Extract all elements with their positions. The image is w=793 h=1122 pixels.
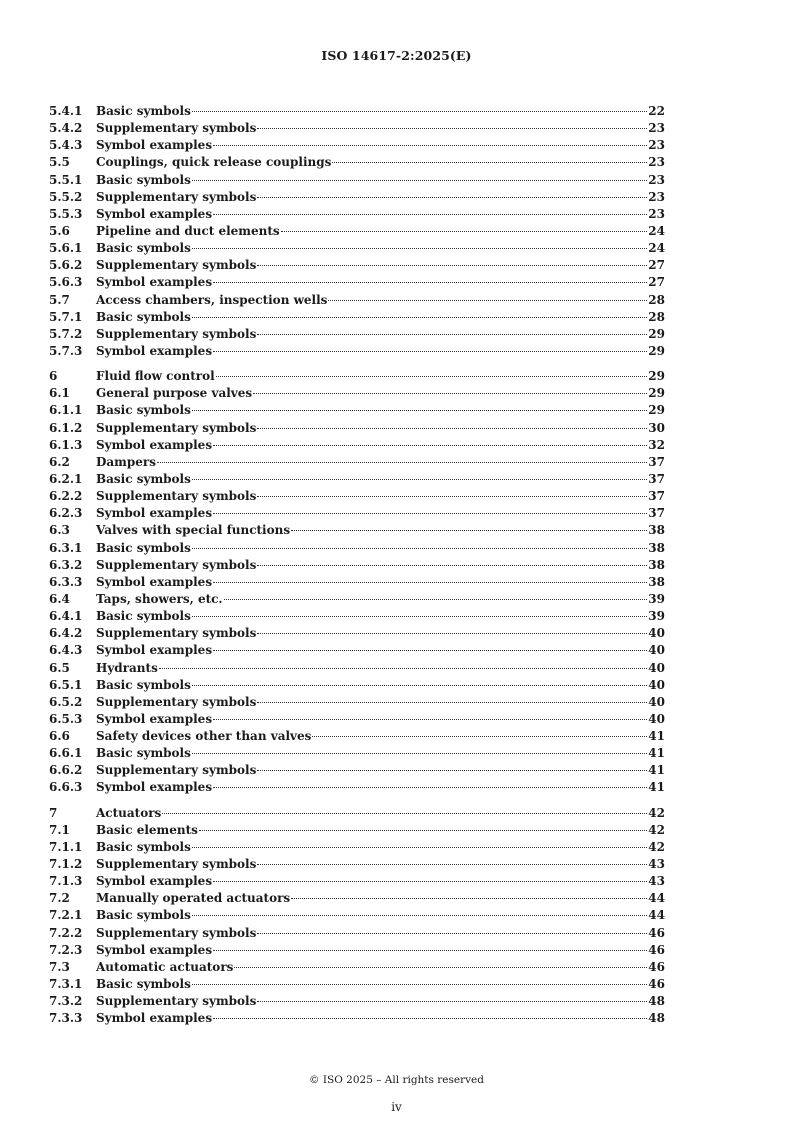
toc-entry-page: 29: [648, 369, 665, 384]
toc-entry-title: Automatic actuators: [96, 959, 234, 974]
toc-entry-page: 40: [648, 643, 665, 658]
toc-dot-leader: [213, 513, 647, 514]
toc-entry-number: 7.3.1: [49, 977, 83, 992]
toc-entry-title: Supplementary symbols: [96, 925, 257, 940]
toc-entry-page: 42: [648, 805, 665, 820]
toc-entry-number: 6.3.3: [49, 574, 83, 589]
toc-entry-title: Symbol examples: [96, 643, 213, 658]
toc-entry[interactable]: [49, 224, 665, 241]
toc-dot-leader: [213, 351, 647, 352]
toc-entry[interactable]: [49, 943, 665, 960]
toc-entry-number: 5.7.3: [49, 343, 83, 358]
toc-entry-number: 6.5: [49, 660, 70, 675]
toc-entry[interactable]: [49, 908, 665, 925]
toc-entry-page: 38: [648, 523, 665, 538]
toc-entry-title: Symbol examples: [96, 437, 213, 452]
toc-entry[interactable]: [49, 729, 665, 746]
toc-entry-number: 7.1: [49, 822, 70, 837]
toc-dot-leader: [192, 548, 647, 549]
toc-entry-page: 43: [648, 874, 665, 889]
toc-entry[interactable]: [49, 806, 665, 823]
toc-entry[interactable]: [49, 293, 665, 310]
toc-entry[interactable]: [49, 455, 665, 472]
toc-entry-title: Symbol examples: [96, 506, 213, 521]
toc-entry[interactable]: [49, 403, 665, 420]
toc-entry-title: Supplementary symbols: [96, 763, 257, 778]
page-header: ISO 14617-2:2025(E): [321, 48, 472, 63]
toc-entry-title: Safety devices other than valves: [96, 729, 312, 744]
toc-entry-page: 22: [648, 104, 665, 118]
toc-entry-page: 43: [648, 857, 665, 872]
toc-entry-title: Supplementary symbols: [96, 326, 257, 341]
toc-entry-page: 29: [648, 343, 665, 358]
toc-entry-number: 6.4.3: [49, 643, 83, 658]
toc-dot-leader: [213, 787, 647, 788]
toc-dot-leader: [257, 197, 647, 198]
toc-entry-title: Taps, showers, etc.: [96, 591, 223, 606]
toc-entry-title: Basic symbols: [96, 309, 191, 324]
toc-entry[interactable]: [49, 994, 665, 1011]
toc-dot-leader: [257, 864, 647, 865]
toc-dot-leader: [257, 565, 647, 566]
toc-entry[interactable]: [49, 857, 665, 874]
toc-entry[interactable]: [49, 472, 665, 489]
toc-entry-number: 7.2.3: [49, 942, 83, 957]
toc-entry-number: 6.2.2: [49, 489, 83, 504]
toc-entry-page: 39: [648, 609, 665, 624]
toc-entry[interactable]: [49, 207, 665, 224]
toc-dot-leader: [332, 162, 647, 163]
toc-entry-title: Basic symbols: [96, 977, 191, 992]
toc-entry[interactable]: [49, 840, 665, 857]
toc-entry-page: 42: [648, 839, 665, 854]
page-number: iv: [391, 1100, 402, 1114]
toc-entry-page: 23: [648, 172, 665, 187]
toc-entry-number: 7.3.2: [49, 994, 83, 1009]
toc-entry-page: 30: [648, 420, 665, 435]
toc-entry-page: 27: [648, 275, 665, 290]
toc-entry[interactable]: [49, 241, 665, 258]
toc-entry[interactable]: [49, 173, 665, 190]
toc-entry-title: Basic symbols: [96, 677, 191, 692]
toc-entry[interactable]: [49, 823, 665, 840]
toc-entry-page: 42: [648, 822, 665, 837]
toc-entry-page: 40: [648, 626, 665, 641]
toc-entry[interactable]: [49, 643, 665, 660]
toc-dot-leader: [291, 530, 647, 531]
toc-entry-number: 6.5.1: [49, 677, 83, 692]
toc-dot-leader: [328, 300, 647, 301]
toc-entry-title: Supplementary symbols: [96, 258, 257, 273]
toc-dot-leader: [192, 847, 647, 848]
toc-entry-number: 6.2: [49, 454, 70, 469]
toc-dot-leader: [213, 650, 647, 651]
toc-entry-number: 6.3: [49, 523, 70, 538]
toc-entry-page: 40: [648, 660, 665, 675]
toc-entry[interactable]: [49, 661, 665, 678]
toc-entry-number: 6.5.3: [49, 711, 83, 726]
toc-entry-title: Fluid flow control: [96, 369, 215, 384]
toc-entry[interactable]: [49, 438, 665, 455]
toc-entry-number: 7.1.3: [49, 874, 83, 889]
toc-dot-leader: [253, 393, 647, 394]
toc-entry-page: 41: [648, 746, 665, 761]
toc-dot-leader: [192, 984, 647, 985]
toc-entry-page: 27: [648, 258, 665, 273]
toc-dot-leader: [199, 830, 647, 831]
toc-entry-number: 6.1.3: [49, 437, 83, 452]
toc-entry-title: Basic symbols: [96, 241, 191, 256]
toc-entry-page: 48: [648, 1011, 665, 1026]
toc-entry-title: Supplementary symbols: [96, 626, 257, 641]
toc-entry[interactable]: [49, 558, 665, 575]
toc-entry-page: 46: [648, 942, 665, 957]
toc-entry-title: Basic symbols: [96, 908, 191, 923]
toc-entry-number: 5.5: [49, 155, 70, 170]
toc-dot-leader: [159, 668, 647, 669]
toc-entry-page: 41: [648, 780, 665, 795]
toc-entry-page: 23: [648, 121, 665, 136]
toc-entry-page: 32: [648, 437, 665, 452]
toc-dot-leader: [257, 496, 647, 497]
toc-entry-title: Supplementary symbols: [96, 694, 257, 709]
toc-entry[interactable]: [49, 926, 665, 943]
toc-dot-leader: [257, 334, 647, 335]
toc-entry-page: 46: [648, 959, 665, 974]
toc-entry-number: 6.2.3: [49, 506, 83, 521]
toc-dot-leader: [192, 616, 647, 617]
toc-dot-leader: [224, 599, 648, 600]
toc-entry-page: 44: [648, 908, 665, 923]
toc-entry-page: 23: [648, 206, 665, 221]
toc-entry-number: 6.1.2: [49, 420, 83, 435]
toc-dot-leader: [257, 933, 647, 934]
toc-entry-title: Symbol examples: [96, 1011, 213, 1026]
toc-entry-page: 41: [648, 763, 665, 778]
toc-entry[interactable]: [49, 386, 665, 403]
toc-entry-number: 5.6.3: [49, 275, 83, 290]
toc-entry-number: 7: [49, 805, 58, 820]
toc-dot-leader: [281, 231, 648, 232]
toc-dot-leader: [192, 410, 647, 411]
toc-dot-leader: [192, 915, 647, 916]
toc-entry-number: 6.5.2: [49, 694, 83, 709]
toc-entry-number: 6.6.2: [49, 763, 83, 778]
toc-entry-page: 29: [648, 326, 665, 341]
toc-dot-leader: [192, 317, 647, 318]
toc-entry-number: 6.6.3: [49, 780, 83, 795]
toc-entry-title: Basic symbols: [96, 172, 191, 187]
toc-entry-page: 37: [648, 471, 665, 486]
toc-dot-leader: [192, 479, 647, 480]
toc-entry-title: Pipeline and duct elements: [96, 223, 280, 238]
toc-entry-page: 23: [648, 138, 665, 153]
toc-entry-number: 7.2: [49, 891, 70, 906]
toc-entry-title: Couplings, quick release couplings: [96, 155, 332, 170]
toc-dot-leader: [213, 145, 647, 146]
toc-entry-title: Symbol examples: [96, 206, 213, 221]
toc-dot-leader: [234, 967, 647, 968]
toc-dot-leader: [257, 702, 647, 703]
toc-entry[interactable]: [49, 678, 665, 695]
toc-entry[interactable]: [49, 489, 665, 506]
toc-dot-leader: [257, 428, 647, 429]
toc-entry-page: 41: [648, 729, 665, 744]
toc-entry[interactable]: [49, 138, 665, 155]
toc-entry-number: 6.1.1: [49, 403, 83, 418]
toc-entry[interactable]: [49, 421, 665, 438]
toc-entry-page: 39: [648, 591, 665, 606]
toc-dot-leader: [192, 685, 647, 686]
toc-entry-page: 38: [648, 557, 665, 572]
toc-dot-leader: [192, 180, 647, 181]
toc-entry[interactable]: [49, 891, 665, 908]
toc-entry[interactable]: [49, 155, 665, 172]
toc-entry-title: Hydrants: [96, 660, 158, 675]
toc-entry[interactable]: [49, 506, 665, 523]
toc-entry-title: Dampers: [96, 454, 156, 469]
toc-entry-title: Access chambers, inspection wells: [96, 292, 328, 307]
toc-entry[interactable]: [49, 874, 665, 891]
toc-dot-leader: [213, 719, 647, 720]
toc-entry[interactable]: [49, 327, 665, 344]
toc-entry[interactable]: [49, 763, 665, 780]
toc-entry[interactable]: [49, 960, 665, 977]
toc-entry[interactable]: [49, 609, 665, 626]
toc-entry-page: 46: [648, 925, 665, 940]
toc-entry-page: 38: [648, 540, 665, 555]
toc-dot-leader: [192, 111, 647, 112]
toc-entry-page: 44: [648, 891, 665, 906]
toc-entry-number: 5.6: [49, 223, 70, 238]
toc-entry[interactable]: [49, 575, 665, 592]
toc-dot-leader: [257, 265, 647, 266]
toc-entry-title: Actuators: [96, 805, 162, 820]
toc-entry[interactable]: [49, 746, 665, 763]
toc-entry-title: Symbol examples: [96, 574, 213, 589]
toc-entry-title: Supplementary symbols: [96, 189, 257, 204]
toc-entry-title: Supplementary symbols: [96, 857, 257, 872]
toc-entry[interactable]: [49, 344, 665, 361]
toc-entry-page: 38: [648, 574, 665, 589]
toc-entry-number: 5.5.2: [49, 189, 83, 204]
toc-entry-number: 5.4.1: [49, 104, 83, 118]
toc-entry-number: 5.7.2: [49, 326, 83, 341]
toc-entry-number: 6.4.2: [49, 626, 83, 641]
toc-entry-title: Basic symbols: [96, 540, 191, 555]
toc-entry-number: 7.3.3: [49, 1011, 83, 1026]
toc-entry-title: Basic symbols: [96, 471, 191, 486]
toc-dot-leader: [257, 128, 647, 129]
toc-entry-title: Symbol examples: [96, 711, 213, 726]
toc-dot-leader: [192, 753, 647, 754]
toc-entry-title: Basic symbols: [96, 403, 191, 418]
toc-entry-page: 29: [648, 386, 665, 401]
toc-dot-leader: [291, 898, 647, 899]
toc-dot-leader: [213, 582, 647, 583]
toc-entry-title: Symbol examples: [96, 874, 213, 889]
toc-entry-title: Symbol examples: [96, 138, 213, 153]
toc-dot-leader: [257, 1001, 647, 1002]
toc-entry-page: 40: [648, 711, 665, 726]
toc-dot-leader: [162, 813, 647, 814]
toc-entry[interactable]: [49, 541, 665, 558]
toc-entry-title: Supplementary symbols: [96, 557, 257, 572]
toc-entry-number: 6: [49, 369, 58, 384]
toc-entry[interactable]: [49, 780, 665, 797]
toc-entry-page: 23: [648, 189, 665, 204]
toc-entry-number: 7.2.2: [49, 925, 83, 940]
toc-entry-title: Symbol examples: [96, 942, 213, 957]
toc-entry[interactable]: [49, 121, 665, 138]
toc-entry-page: 46: [648, 977, 665, 992]
toc-entry-number: 5.6.1: [49, 241, 83, 256]
toc-entry-title: Basic symbols: [96, 746, 191, 761]
toc-entry-number: 6.3.1: [49, 540, 83, 555]
copyright-notice: © ISO 2025 – All rights reserved: [309, 1074, 484, 1086]
toc-entry-title: Basic symbols: [96, 609, 191, 624]
toc-entry-number: 6.3.2: [49, 557, 83, 572]
toc-entry-title: Symbol examples: [96, 780, 213, 795]
toc-entry[interactable]: [49, 1011, 665, 1028]
toc-entry-title: Valves with special functions: [96, 523, 291, 538]
toc-entry-page: 37: [648, 489, 665, 504]
toc-entry-number: 5.6.2: [49, 258, 83, 273]
toc-entry-number: 6.6: [49, 729, 70, 744]
toc-entry-page: 28: [648, 292, 665, 307]
toc-entry[interactable]: [49, 626, 665, 643]
toc-entry-number: 7.2.1: [49, 908, 83, 923]
toc-entry-title: Manually operated actuators: [96, 891, 291, 906]
toc-entry-number: 5.5.3: [49, 206, 83, 221]
toc-entry[interactable]: [49, 523, 665, 540]
toc-entry-page: 37: [648, 454, 665, 469]
toc-entry-number: 5.7.1: [49, 309, 83, 324]
table-of-contents: [49, 104, 665, 1028]
toc-entry[interactable]: [49, 712, 665, 729]
toc-entry-number: 6.1: [49, 386, 70, 401]
toc-entry-number: 5.7: [49, 292, 70, 307]
toc-entry-title: Basic symbols: [96, 839, 191, 854]
toc-entry[interactable]: [49, 592, 665, 609]
toc-entry-page: 40: [648, 694, 665, 709]
toc-dot-leader: [213, 1018, 647, 1019]
toc-entry[interactable]: [49, 104, 665, 121]
toc-entry-page: 40: [648, 677, 665, 692]
toc-dot-leader: [192, 248, 647, 249]
toc-entry-number: 7.1.2: [49, 857, 83, 872]
toc-entry[interactable]: [49, 275, 665, 292]
toc-dot-leader: [216, 376, 648, 377]
toc-entry-title: Symbol examples: [96, 275, 213, 290]
toc-entry-page: 29: [648, 403, 665, 418]
toc-entry[interactable]: [49, 190, 665, 207]
toc-dot-leader: [257, 770, 647, 771]
toc-entry-number: 5.4.2: [49, 121, 83, 136]
toc-entry-page: 24: [648, 223, 665, 238]
toc-entry[interactable]: [49, 369, 665, 386]
toc-dot-leader: [312, 736, 647, 737]
toc-entry-page: 28: [648, 309, 665, 324]
toc-entry[interactable]: [49, 310, 665, 327]
toc-dot-leader: [213, 950, 647, 951]
toc-entry-title: Supplementary symbols: [96, 994, 257, 1009]
toc-dot-leader: [213, 282, 647, 283]
toc-entry-title: Symbol examples: [96, 343, 213, 358]
toc-entry-page: 24: [648, 241, 665, 256]
toc-dot-leader: [213, 445, 647, 446]
toc-dot-leader: [257, 633, 647, 634]
toc-dot-leader: [157, 462, 647, 463]
toc-entry-title: Supplementary symbols: [96, 121, 257, 136]
toc-entry-title: Supplementary symbols: [96, 489, 257, 504]
toc-entry-title: Supplementary symbols: [96, 420, 257, 435]
toc-entry-number: 6.6.1: [49, 746, 83, 761]
toc-entry-number: 6.4.1: [49, 609, 83, 624]
toc-entry-number: 7.1.1: [49, 839, 83, 854]
toc-entry-number: 6.4: [49, 591, 70, 606]
toc-entry-page: 23: [648, 155, 665, 170]
toc-dot-leader: [213, 881, 647, 882]
toc-entry-page: 48: [648, 994, 665, 1009]
toc-entry[interactable]: [49, 977, 665, 994]
toc-entry-number: 7.3: [49, 959, 70, 974]
toc-entry[interactable]: [49, 258, 665, 275]
toc-entry-title: General purpose valves: [96, 386, 253, 401]
toc-dot-leader: [213, 214, 647, 215]
toc-entry-page: 37: [648, 506, 665, 521]
toc-entry[interactable]: [49, 695, 665, 712]
toc-entry-number: 6.2.1: [49, 471, 83, 486]
toc-entry-number: 5.5.1: [49, 172, 83, 187]
toc-entry-title: Basic elements: [96, 822, 198, 837]
toc-entry-title: Basic symbols: [96, 104, 191, 118]
toc-entry-number: 5.4.3: [49, 138, 83, 153]
